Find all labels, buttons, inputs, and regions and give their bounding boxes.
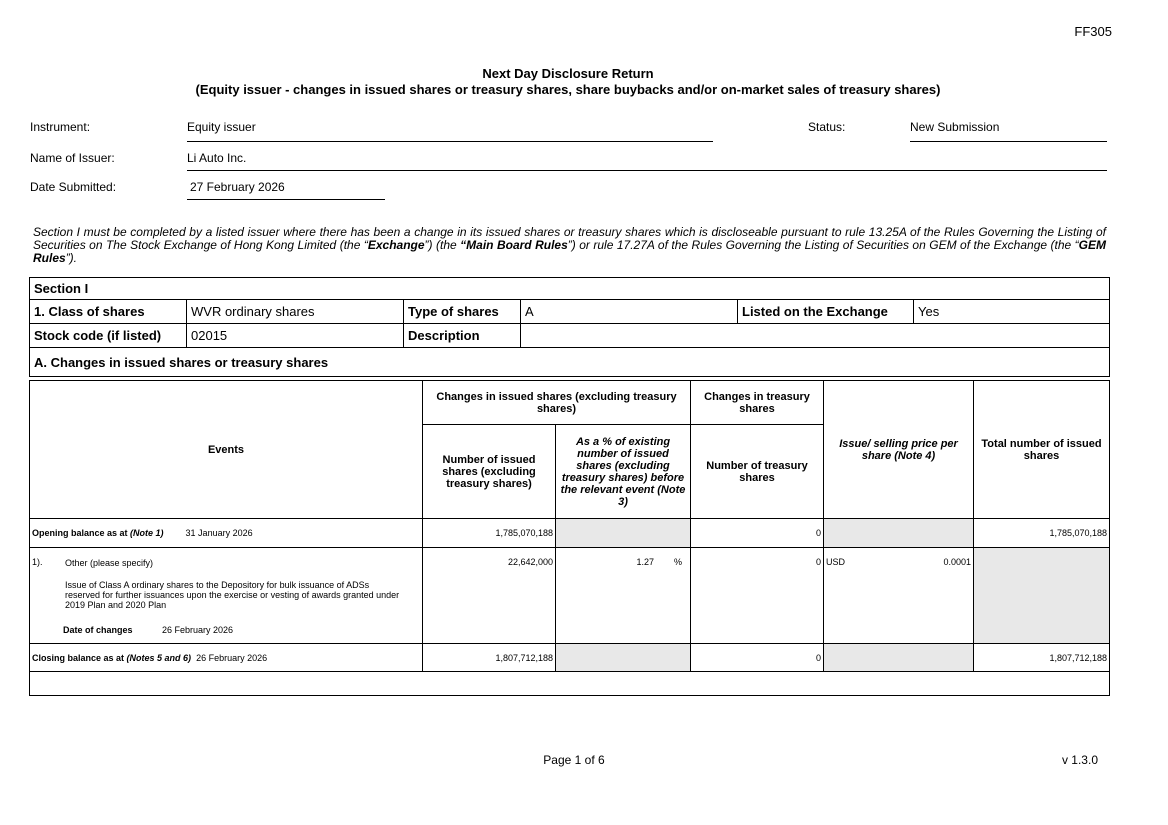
type-of-shares-label: Type of shares xyxy=(404,300,521,324)
class-of-shares-value: WVR ordinary shares xyxy=(187,300,404,324)
intro-text-4: ”). xyxy=(65,251,78,265)
event-total-empty xyxy=(974,548,1110,644)
closing-issued: 1,807,712,188 xyxy=(423,644,556,672)
intro-paragraph xyxy=(33,226,1106,265)
total-issued-header: Total number of issued shares xyxy=(974,381,1110,519)
event-type: Other (please specify) xyxy=(65,558,154,568)
opening-issued: 1,785,070,188 xyxy=(423,519,556,548)
status-field xyxy=(910,120,1107,142)
event-treasury: 0 xyxy=(691,548,824,644)
event-description: Issue of Class A ordinary shares to the Depository for bulk issuance of ADSs reserved for further issuances upon the exercise or vesting of awards granted under 2019 Plan and 2020 Plan xyxy=(65,580,400,610)
closing-price-empty xyxy=(824,644,974,672)
closing-date: 26 February 2026 xyxy=(196,652,268,663)
event-issued: 22,642,000 xyxy=(423,548,556,644)
page-subtitle: (Equity issuer - changes in issued shares or treasury shares, share buybacks and/or on-market sales of treasury shares) xyxy=(195,82,941,97)
opening-label: Opening balance as at xyxy=(32,528,128,538)
stock-code-label: Stock code (if listed) xyxy=(30,324,187,348)
percent-header: As a % of existing number of issued shares (excluding treasury shares) before the relevant event (Note 3) xyxy=(556,425,691,519)
issuer-label: Name of Issuer: xyxy=(30,151,115,165)
issuer-value: Li Auto Inc. xyxy=(187,151,247,165)
instrument-label: Instrument: xyxy=(30,120,91,134)
date-of-changes-label: Date of changes xyxy=(63,625,133,635)
type-of-shares-value: A xyxy=(521,300,738,324)
issuer-field xyxy=(187,151,1107,171)
blank-row xyxy=(30,672,1110,696)
changes-table xyxy=(29,380,1110,696)
event-row xyxy=(30,548,1110,644)
price-header: Issue/ selling price per share (Note 4) xyxy=(824,381,974,519)
event-percent: 1.27 xyxy=(636,557,655,567)
intro-main-board-rules: “Main Board Rules xyxy=(460,238,568,252)
opening-price-empty xyxy=(824,519,974,548)
closing-percent-empty xyxy=(556,644,691,672)
closing-note: (Notes 5 and 6) xyxy=(126,652,192,663)
page-number: Page 1 of 6 xyxy=(543,753,605,767)
issued-shares-group-header: Changes in issued shares (excluding treasury shares) xyxy=(423,381,691,425)
event-number: 1). xyxy=(32,557,43,567)
date-submitted-value: 27 February 2026 xyxy=(190,180,285,194)
listed-value: Yes xyxy=(914,300,1110,324)
event-percent-unit: % xyxy=(674,557,683,567)
closing-balance-row xyxy=(30,644,1110,672)
issued-number-header: Number of issued shares (excluding treasury shares) xyxy=(423,425,556,519)
opening-date: 31 January 2026 xyxy=(185,528,253,538)
event-price: 0.0001 xyxy=(943,557,972,567)
version: v 1.3.0 xyxy=(1061,753,1098,767)
closing-label: Closing balance as at xyxy=(32,652,125,663)
opening-percent-empty xyxy=(556,519,691,548)
treasury-shares-group-header: Changes in treasury shares xyxy=(691,381,824,425)
section-table xyxy=(29,277,1110,377)
intro-gem-rules: GEM Rules xyxy=(33,238,1106,265)
opening-note: (Note 1) xyxy=(130,528,164,538)
class-of-shares-label: 1. Class of shares xyxy=(30,300,187,324)
page-title: Next Day Disclosure Return xyxy=(482,66,654,81)
intro-text-2: ”) (the xyxy=(424,238,461,252)
intro-exchange: Exchange xyxy=(367,238,425,252)
section-a-title: A. Changes in issued shares or treasury shares xyxy=(30,348,1110,377)
section-title: Section I xyxy=(30,278,1110,300)
form-code: FF305 xyxy=(1074,24,1112,39)
closing-total: 1,807,712,188 xyxy=(974,644,1110,672)
date-of-changes-value: 26 February 2026 xyxy=(162,625,234,635)
closing-treasury: 0 xyxy=(691,644,824,672)
listed-label: Listed on the Exchange xyxy=(738,300,914,324)
date-submitted-label: Date Submitted: xyxy=(30,180,117,194)
description-label: Description xyxy=(404,324,521,348)
status-value: New Submission xyxy=(910,120,1000,134)
opening-balance-row xyxy=(30,519,1110,548)
treasury-number-header: Number of treasury shares xyxy=(691,425,824,519)
event-currency: USD xyxy=(826,557,846,567)
instrument-field xyxy=(187,120,713,142)
opening-total: 1,785,070,188 xyxy=(974,519,1110,548)
description-value xyxy=(521,324,1110,348)
instrument-value: Equity issuer xyxy=(187,120,256,134)
opening-treasury: 0 xyxy=(691,519,824,548)
intro-text-1: Section I must be completed by a listed issuer where there has been a change in its issued shares or treasury shares which is discloseable pursuant to rule 13.25A of the Rules Governing the Listing of Securities on The Stock Exchange of Hong Kong Limited (the “ xyxy=(33,225,1106,252)
date-submitted-field xyxy=(187,180,385,200)
status-label: Status: xyxy=(808,120,846,134)
intro-text-3: ”) or rule 17.27A of the Rules Governing the Listing of Securities on GEM of the Exchange (the “ xyxy=(567,238,1079,252)
events-header: Events xyxy=(30,381,423,519)
stock-code-value: 02015 xyxy=(187,324,404,348)
